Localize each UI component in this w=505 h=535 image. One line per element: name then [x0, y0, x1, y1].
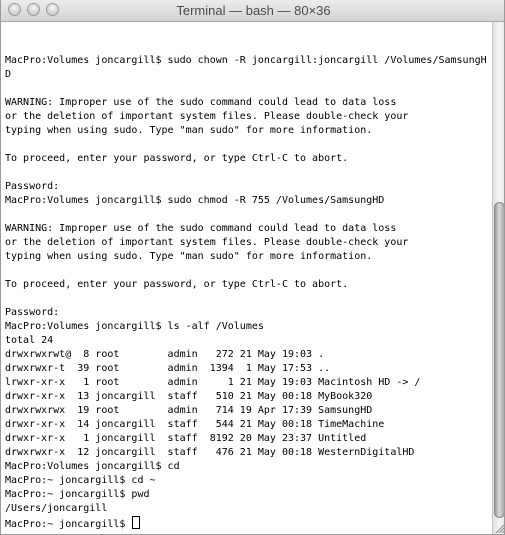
cursor-icon [132, 516, 140, 529]
terminal-line: To proceed, enter your password, or type Ctrl-C to abort. [5, 279, 349, 290]
terminal-line: drwxrwxr-t 39 root admin 1394 1 May 17:53 .. [5, 363, 331, 374]
title-bar[interactable] [1, 0, 505, 22]
terminal-line: MacPro:Volumes joncargill$ sudo chmod -R 755 /Volumes/SamsungHD [5, 195, 385, 206]
terminal-line: drwxr-xr-x 13 joncargill staff 510 21 May 00:18 MyBook320 [5, 391, 373, 402]
terminal-line: drwxr-xr-x 14 joncargill staff 544 21 May 00:18 TimeMachine [5, 419, 385, 430]
terminal-line: drwxrwxrwt@ 8 root admin 272 21 May 19:03 . [5, 349, 325, 360]
terminal-line [5, 264, 489, 278]
terminal-line: typing when using sudo. Type "man sudo" for more information. [5, 251, 373, 262]
terminal-line: Password: [5, 307, 60, 318]
terminal-line: WARNING: Improper use of the sudo command could lead to data loss [5, 223, 397, 234]
terminal-line: MacPro:Volumes joncargill$ ls -alf /Volumes [5, 321, 264, 332]
resize-grip-icon[interactable] [494, 523, 505, 534]
terminal-output[interactable] [5, 54, 489, 530]
terminal-line: D [5, 69, 12, 80]
terminal-line: To proceed, enter your password, or type Ctrl-C to abort. [5, 153, 349, 164]
terminal-line [5, 138, 489, 152]
terminal-line [5, 82, 489, 96]
terminal-line: MacPro:Volumes joncargill$ sudo chown -R joncargill:joncargill /Volumes/SamsungH [5, 55, 487, 66]
terminal-line: or the deletion of important system files. Please double-check your [5, 237, 409, 248]
terminal-line: WARNING: Improper use of the sudo command could lead to data loss [5, 97, 397, 108]
terminal-line: MacPro:~ joncargill$ cd ~ [5, 475, 156, 486]
terminal-line: MacPro:~ joncargill$ pwd [5, 489, 150, 500]
terminal-line: MacPro:Volumes joncargill$ cd [5, 461, 180, 472]
terminal-line: Password: [5, 181, 60, 192]
terminal-line [5, 208, 489, 222]
terminal-line: drwxr-xr-x 1 joncargill staff 8192 20 May 23:37 Untitled [5, 433, 367, 444]
window-title: Terminal — bash — 80×36 [176, 3, 331, 18]
terminal-prompt: MacPro:~ joncargill$ [5, 519, 132, 530]
terminal-line: lrwxr-xr-x 1 root admin 1 21 May 19:03 Macintosh HD -> / [5, 377, 421, 388]
terminal-line [5, 166, 489, 180]
terminal-line: drwxrwxrwx 19 root admin 714 19 Apr 17:39 SamsungHD [5, 405, 373, 416]
terminal-line [5, 292, 489, 306]
scrollbar-thumb[interactable] [494, 202, 505, 518]
terminal-content[interactable] [1, 22, 505, 535]
vertical-scrollbar[interactable] [492, 22, 505, 535]
terminal-line: /Users/joncargill [5, 503, 108, 514]
terminal-line: total 24 [5, 335, 54, 346]
terminal-line: typing when using sudo. Type "man sudo" for more information. [5, 125, 373, 136]
terminal-line: or the deletion of important system files. Please double-check your [5, 111, 409, 122]
terminal-line: drwxrwxr-x 12 joncargill staff 476 21 May 00:18 WesternDigitalHD [5, 447, 415, 458]
terminal-prompt-line[interactable] [5, 516, 489, 530]
